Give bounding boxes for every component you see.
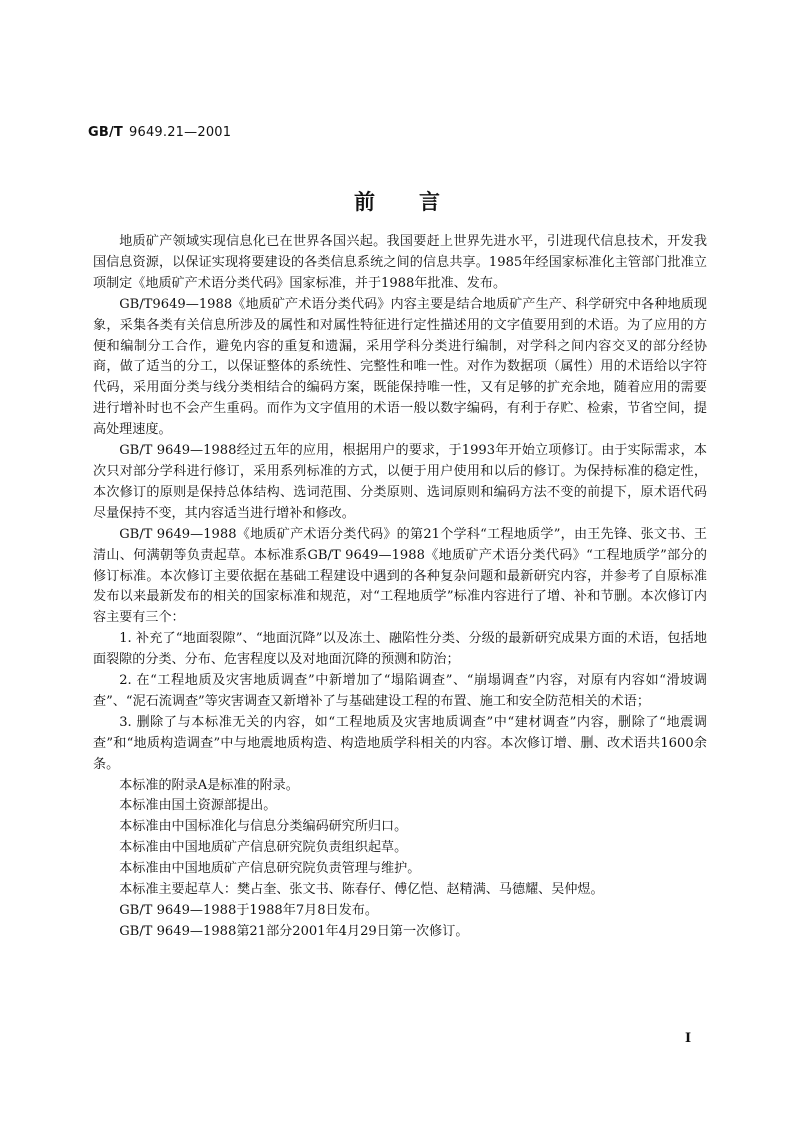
paragraph-revision-background: GB/T 9649—1988经过五年的应用，根据用户的要求，于1993年开始立项修订。由于实际需求，本次只对部分学科进行修订，采用系列标准的方式，以便于用户使用和以后的修订。为保持标准的稳定性，本次修订的原则是保持总体结构、选词范围、分类原则、选词原则和编码方法不变的前提下，原术语代码尽量保持不变，其内容适当进行增补和修改。 (93, 443, 707, 521)
standard-number: 9649.21—2001 (129, 125, 232, 140)
paragraph-first-revision: GB/T 9649—1988第21部分2001年4月29日第一次修订。 (119, 923, 469, 939)
paragraph-revision-item-2: 2. 在“工程地质及灾害地质调查”中新增加了“塌陷调查”、“崩塌调查”内容，对原有内容如“滑坡调查”、“泥石流调查”等灾害调查又新增补了与基础建设工程的布置、施工和安全防范相关的术语； (93, 673, 707, 709)
paragraph-drafters: 本标准主要起草人：樊占奎、张文书、陈春仔、傅亿恺、赵精满、马德耀、吴仲煜。 (119, 882, 604, 898)
paragraph-proposer: 本标准由国土资源部提出。 (119, 798, 277, 814)
paragraph-original-standard: GB/T9649—1988《地质矿产术语分类代码》内容主要是结合地质矿产生产、科学研究中各种地质现象，采集各类有关信息所涉及的属性和对属性特征进行定性描述用的文字值要用到的术语。为了应用的方便和编制分工合作，避免内容的重复和遗漏，采用学科分类进行编制，对学科之间内容交叉的部分经协商，做了适当的分工，以保证整体的系统性、完整性和唯一性。对作为数据项（属性）用的术语给以字符代码，采用面分类与线分类相结合的编码方案，既能保持唯一性，又有足够的扩充余地，随着应用的需要进行增补时也不会产生重码。而作为文字值用的术语一般以数字编码，有利于存贮、检索，节省空间，提高处理速度。 (93, 296, 707, 438)
paragraph-revision-item-1: 1. 补充了“地面裂隙”、“地面沉降”以及冻土、融陷性分类、分级的最新研究成果方面的术语，包括地面裂隙的分类、分布、危害程度以及对地面沉降的预测和防治； (93, 631, 707, 668)
standard-code-header (88, 125, 231, 140)
paragraph-revision-item-3: 3. 删除了与本标准无关的内容，如“工程地质及灾害地质调查”中“建材调查”内容，删除了“地震调查”和“地质构造调查”中与地震地质构造、构造地质学科相关的内容。本次修订增、删、改术语共1600余条。 (93, 714, 707, 772)
paragraph-centralized: 本标准由中国标准化与信息分类编码研究所归口。 (119, 819, 408, 835)
foreword-body (93, 232, 707, 943)
paragraph-appendix: 本标准的附录A是标准的附录。 (119, 777, 299, 793)
paragraph-intro: 地质矿产领域实现信息化已在世界各国兴起。我国要赶上世界先进水平，引进现代信息技术，开发我国信息资源，以保证实现将要建设的各类信息系统之间的信息共享。1985年经国家标准化主管部门批准立项制定《地质矿产术语分类代码》国家标准，并于1988年批准、发布。 (93, 234, 707, 291)
paragraph-drafting-org: 本标准由中国地质矿产信息研究院负责组织起草。 (119, 840, 408, 856)
paragraph-revision-scope: GB/T 9649—1988《地质矿产术语分类代码》的第21个学科“工程地质学”，由王先锋、张文书、王清山、何满朝等负责起草。本标准系GB/T 9649—1988《地质矿产术语分类代码》“工程地质学”部分的修订标准。本次修订主要依据在基础工程建设中遇到的各种复杂问题和最新研究内容，并参考了自原标准发布以来最新发布的相关的国家标准和规范，对“工程地质学”标准内容进行了增、补和节删。本次修订内容主要有三个： (93, 526, 707, 626)
page-number: Ⅰ (685, 1031, 692, 1046)
standard-prefix: GB/T (88, 125, 123, 140)
paragraph-first-release: GB/T 9649—1988于1988年7月8日发布。 (119, 903, 378, 918)
page-title: 前言 (354, 189, 484, 214)
paragraph-maintenance: 本标准由中国地质矿产信息研究院负责管理与维护。 (119, 861, 421, 877)
